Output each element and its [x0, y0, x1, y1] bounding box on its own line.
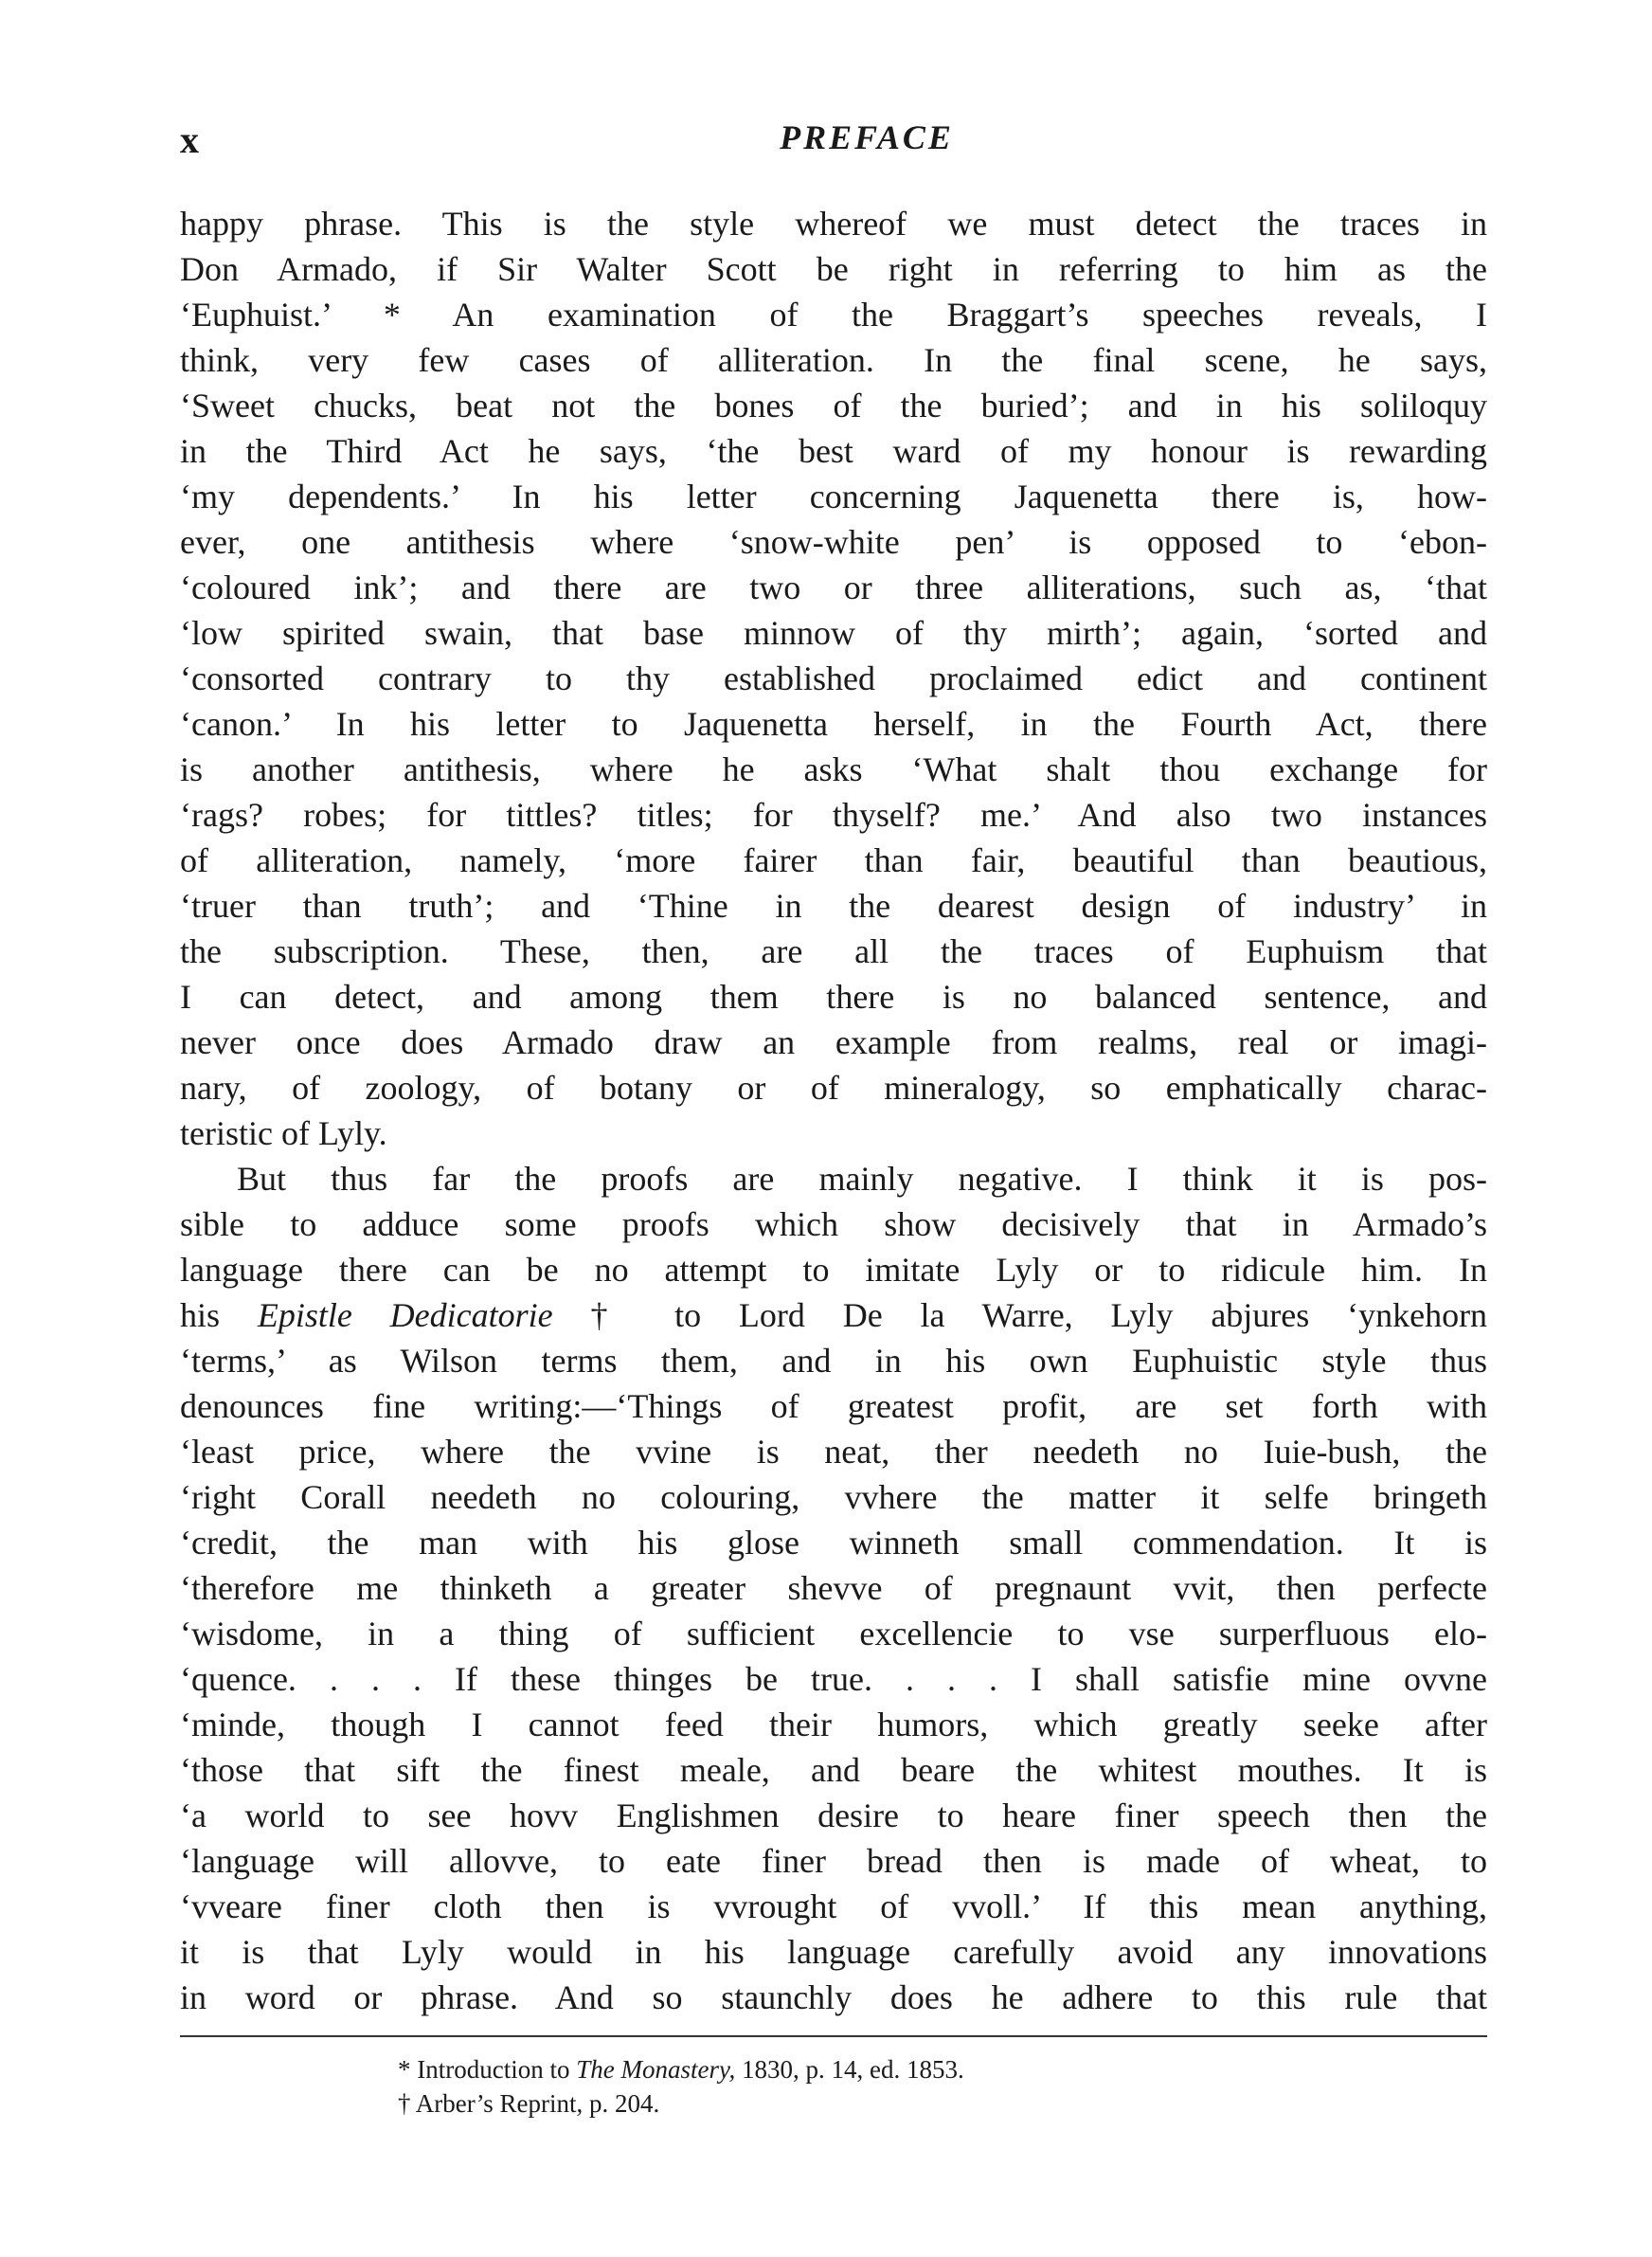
footnote-1 — [398, 2052, 1440, 2086]
text-line-with-title — [180, 1292, 1487, 1338]
text-line: nary, of zoology, of botany or of mineralogy, so emphatically charac- — [180, 1069, 1487, 1107]
text-line: happy phrase. This is the style whereof we must detect the traces in — [180, 205, 1487, 243]
text-line: ever, one antithesis where ‘snow-white pen’ is opposed to ‘ebon- — [180, 523, 1487, 561]
text-line: ‘least price, where the vvine is neat, ther needeth no Iuie-bush, the — [180, 1433, 1487, 1471]
text-line: ‘language will allovve, to eate finer bread then is made of wheat, to — [180, 1842, 1487, 1880]
text-line: ‘vveare finer cloth then is vvrought of vvoll.’ If this mean anything, — [180, 1887, 1487, 1925]
text-line: it is that Lyly would in his language carefully avoid any innovations — [180, 1933, 1487, 1971]
text-line: ‘wisdome, in a thing of sufficient excellencie to vse surperfluous elo- — [180, 1615, 1487, 1652]
text-line: in the Third Act he says, ‘the best ward of my honour is rewarding — [180, 432, 1487, 470]
text-line: ‘therefore me thinketh a greater shevve of pregnaunt vvit, then perfecte — [180, 1569, 1487, 1607]
text-line: sible to adduce some proofs which show decisively that in Armado’s — [180, 1205, 1487, 1243]
text-line: ‘rags? robes; for tittles? titles; for thyself? me.’ And also two instances — [180, 796, 1487, 834]
text-line: in word or phrase. And so staunchly does he adhere to this rule that — [180, 1978, 1487, 2016]
footnote-mark: † — [590, 1296, 637, 1334]
text-line: denounces fine writing:—‘Things of greatest profit, are set forth with — [180, 1387, 1487, 1425]
text-line: ‘minde, though I cannot feed their humors, which greatly seeke after — [180, 1706, 1487, 1743]
text-line: never once does Armado draw an example from realms, real or imagi- — [180, 1023, 1487, 1061]
text-line: is another antithesis, where he asks ‘What shalt thou exchange for — [180, 750, 1487, 788]
text-line: think, very few cases of alliteration. In the final scene, he says, — [180, 341, 1487, 379]
text-line: ‘canon.’ In his letter to Jaquenetta herself, in the Fourth Act, there — [180, 705, 1487, 743]
footnote-title: The Monastery, — [576, 2055, 736, 2084]
footnote-text: 1830, p. 14, ed. 1853. — [741, 2055, 964, 2084]
text-line: language there can be no attempt to imitate Lyly or to ridicule him. In — [180, 1251, 1487, 1289]
text-line: teristic of Lyly. — [180, 1114, 387, 1152]
footnotes — [398, 2052, 1440, 2121]
footnote-text: Introduction to — [417, 2055, 570, 2084]
text-line: I can detect, and among them there is no balanced sentence, and — [180, 978, 1487, 1016]
footnote-mark: * — [398, 2055, 411, 2084]
footnote-divider — [180, 2035, 1487, 2037]
text-line: ‘terms,’ as Wilson terms them, and in his own Euphuistic style thus — [180, 1342, 1487, 1380]
page-number: x — [180, 118, 199, 161]
text-line: ‘quence. . . . If these thinges be true. . . . I shall satisfie mine ovvne — [180, 1660, 1487, 1698]
running-title: PREFACE — [780, 118, 954, 156]
text-line: ‘Sweet chucks, beat not the bones of the buried’; and in his soliloquy — [180, 387, 1487, 424]
text-line: ‘credit, the man with his glose winneth small commendation. It is — [180, 1524, 1487, 1562]
text-line: the subscription. These, then, are all the traces of Euphuism that — [180, 932, 1487, 970]
text-line: ‘my dependents.’ In his letter concerning Jaquenetta there is, how- — [180, 478, 1487, 515]
text-line: ‘right Corall needeth no colouring, vvhere the matter it selfe bringeth — [180, 1478, 1487, 1516]
inline-text: to Lord De la Warre, Lyly abjures ‘ynkehorn — [674, 1296, 1488, 1334]
text-line: ‘those that sift the finest meale, and beare the whitest mouthes. It is — [180, 1751, 1487, 1789]
text-line: of alliteration, namely, ‘more fairer than fair, beautiful than beautious, — [180, 841, 1487, 879]
italic-title: Epistle Dedicatorie — [257, 1296, 553, 1334]
inline-text: his — [180, 1296, 221, 1334]
page-header — [180, 117, 1487, 174]
footnote-2: † Arber’s Reprint, p. 204. — [398, 2089, 660, 2118]
text-line: ‘consorted contrary to thy established proclaimed edict and continent — [180, 659, 1487, 697]
text-line: ‘a world to see hovv Englishmen desire to heare finer speech then the — [180, 1797, 1487, 1834]
body-text — [180, 201, 1487, 2020]
text-line: ‘Euphuist.’ * An examination of the Braggart’s speeches reveals, I — [180, 296, 1487, 334]
text-line: Don Armado, if Sir Walter Scott be right in referring to him as the — [180, 250, 1487, 288]
text-line: ‘truer than truth’; and ‘Thine in the dearest design of industry’ in — [180, 887, 1487, 925]
paragraph-first-line: But thus far the proofs are mainly negative. I think it is pos- — [237, 1160, 1487, 1198]
text-line: ‘coloured ink’; and there are two or three alliterations, such as, ‘that — [180, 569, 1487, 606]
text-line: ‘low spirited swain, that base minnow of thy mirth’; again, ‘sorted and — [180, 614, 1487, 652]
